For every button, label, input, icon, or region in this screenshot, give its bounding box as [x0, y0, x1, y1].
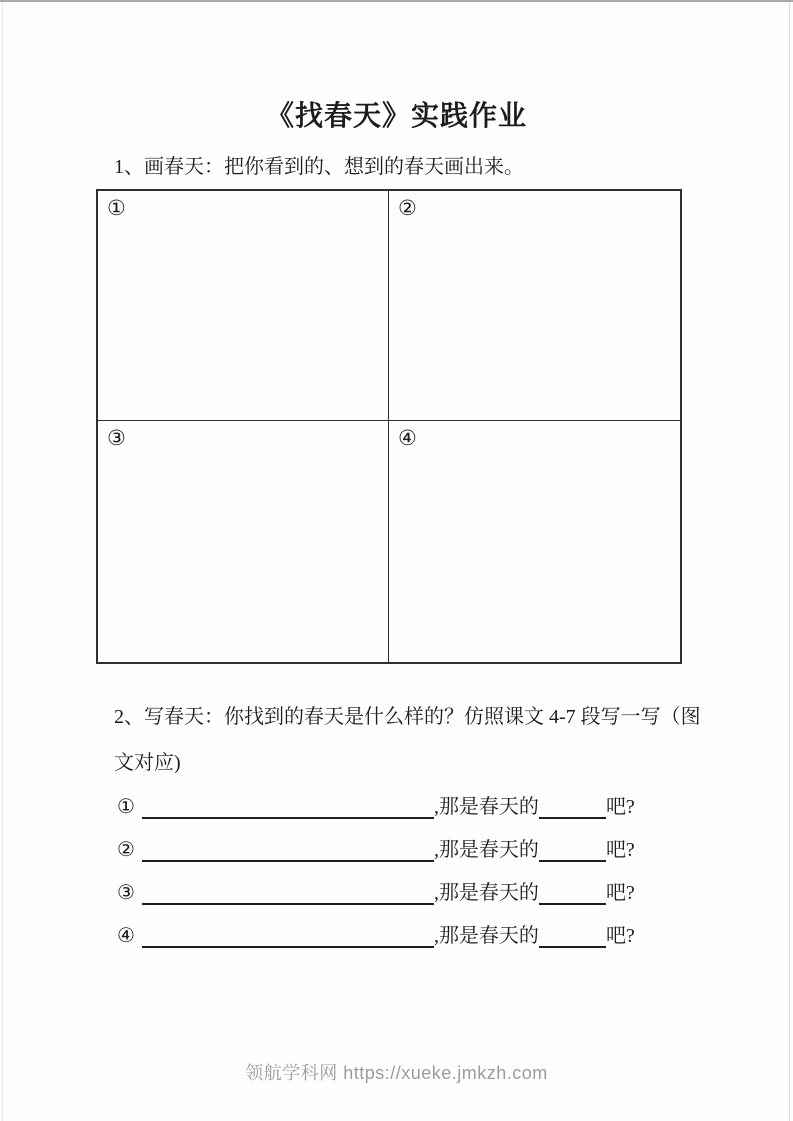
fill-in-line-1: [117, 776, 635, 819]
instruction-write-line2: 文对应): [114, 752, 181, 774]
sentence-middle: ,那是春天的: [433, 925, 539, 947]
sentence-middle: ,那是春天的: [433, 882, 539, 904]
circled-number-3: ③: [107, 426, 126, 450]
drawing-cell-3: [98, 421, 389, 662]
circled-number-3: ③: [117, 882, 135, 904]
page-right-edge: [789, 2, 790, 1121]
circled-number-4: ④: [117, 925, 135, 947]
circled-number-4: ④: [398, 426, 417, 450]
answer-blank-short: [539, 924, 606, 948]
circled-number-1: ①: [107, 196, 126, 220]
answer-blank-long: [142, 838, 434, 862]
page-top-edge: [0, 0, 793, 2]
fill-in-line-2: [117, 819, 635, 862]
answer-blank-short: [539, 838, 606, 862]
instruction-write-spring: [114, 694, 701, 786]
sentence-middle: ,那是春天的: [433, 796, 539, 818]
footer-watermark: 领航学科网 https://xueke.jmkzh.com: [245, 1063, 548, 1083]
circled-number-2: ②: [398, 196, 417, 220]
page-left-edge: [2, 2, 3, 1121]
fill-in-line-3: [117, 862, 635, 905]
drawing-cell-4: [389, 421, 680, 662]
answer-blank-short: [539, 881, 606, 905]
sentence-suffix: 吧?: [605, 796, 635, 818]
sentence-suffix: 吧?: [605, 882, 635, 904]
answer-blank-long: [142, 924, 434, 948]
drawing-cell-2: [389, 191, 680, 421]
circled-number-1: ①: [117, 796, 135, 818]
fill-in-lines: [117, 776, 635, 948]
sentence-suffix: 吧?: [605, 839, 635, 861]
fill-in-line-4: [117, 905, 635, 948]
circled-number-2: ②: [117, 839, 135, 861]
drawing-grid: [96, 189, 682, 664]
page-title: 《找春天》实践作业: [265, 101, 527, 132]
sentence-suffix: 吧?: [605, 925, 635, 947]
answer-blank-short: [539, 795, 606, 819]
answer-blank-long: [142, 881, 434, 905]
sentence-middle: ,那是春天的: [433, 839, 539, 861]
drawing-cell-1: [98, 191, 389, 421]
instruction-draw-spring: 1、画春天：把你看到的、想到的春天画出来。: [114, 156, 524, 178]
answer-blank-long: [142, 795, 434, 819]
instruction-write-line1: 2、写春天：你找到的春天是什么样的？仿照课文 4-7 段写一写（图: [114, 706, 701, 728]
